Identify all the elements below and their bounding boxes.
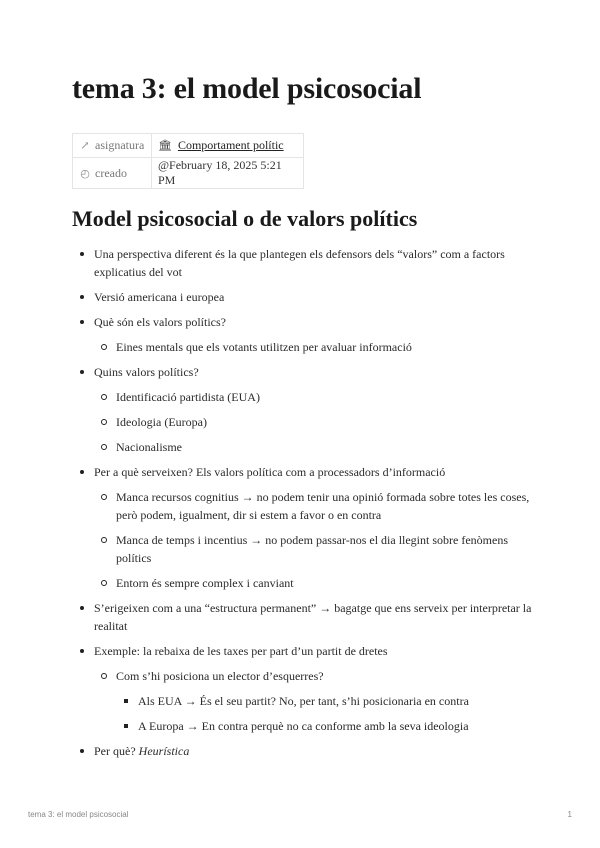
property-key-creado	[73, 158, 152, 189]
list-item: Per a què serveixen? Els valors política com a processadors d’informació Manca recursos cognitius → no podem tenir una opinió formada sobre totes les coses, però podem, igualment, dir si estem a favor o en contra Manca de temps i incentius → no podem passar-nos el dia llegint sobre fenòmens polítics Entorn és sempre complex i canviant	[72, 463, 532, 592]
page-title: tema 3: el model psicosocial	[72, 72, 422, 105]
sub-list-item: Com s’hi posiciona un elector d’esquerres? Als EUA → És el seu partit? No, per tant, s’hi posicionaria en contra A Europa → En contra perquè no ca conforme amb la seva ideologia	[94, 667, 532, 735]
emphasis-text: Heurística	[138, 744, 190, 758]
sub-list	[94, 388, 532, 456]
asignatura-link[interactable]: Comportament polític	[177, 138, 284, 152]
created-date: @February 18, 2025 5:21 PM	[158, 158, 282, 187]
notes-content	[72, 238, 532, 760]
list-item: Què són els valors polítics? Eines mentals que els votants utilitzen per avaluar informació	[72, 313, 532, 356]
section-heading: Model psicosocial o de valors polítics	[72, 206, 418, 231]
page-footer	[28, 810, 572, 819]
arrow-up-right-icon: ↗	[80, 140, 90, 152]
sub-sub-list-item: A Europa → En contra perquè no ca conforme amb la seva ideologia	[116, 717, 532, 735]
sub-list	[94, 488, 532, 592]
properties-table	[72, 133, 304, 189]
sub-sub-list-item: Als EUA → És el seu partit? No, per tant, s’hi posicionaria en contra	[116, 692, 532, 710]
property-value-creado	[152, 158, 304, 189]
property-value-asignatura	[152, 134, 304, 158]
property-key-label: creado	[95, 165, 127, 180]
sub-list	[94, 667, 532, 735]
list-item: Una perspectiva diferent és la que plantegen els defensors dels “valors” com a factors explicatius del vot	[72, 245, 532, 281]
bullet-list	[72, 245, 532, 760]
property-key-label: asignatura	[95, 138, 145, 152]
page-number: 1	[567, 810, 572, 819]
sub-list-item: Nacionalisme	[94, 438, 532, 456]
property-key-asignatura	[73, 134, 152, 158]
sub-list-item: Entorn és sempre complex i canviant	[94, 574, 532, 592]
list-item: Exemple: la rebaixa de les taxes per part d’un partit de dretes Com s’hi posiciona un elector d’esquerres? Als EUA → És el seu partit? No, per tant, s’hi posicionaria en contra A Europa → En contra perquè no ca conforme amb la seva ideologia	[72, 642, 532, 735]
list-item: Quins valors polítics? Identificació partidista (EUA) Ideologia (Europa) Nacionalisme	[72, 363, 532, 456]
footer-title: tema 3: el model psicosocial	[28, 810, 129, 819]
institution-icon: 🏛	[158, 140, 172, 152]
list-item: Per què? Heurística	[72, 742, 532, 760]
sub-list-item: Manca de temps i incentius → no podem passar-nos el dia llegint sobre fenòmens polítics	[94, 531, 532, 567]
sub-list-item: Ideologia (Europa)	[94, 413, 532, 431]
list-item: S’erigeixen com a una “estructura permanent” → bagatge que ens serveix per interpretar la realitat	[72, 599, 532, 635]
property-row-creado	[73, 158, 304, 189]
list-item: Versió americana i europea	[72, 288, 532, 306]
sub-list-item: Manca recursos cognitius → no podem tenir una opinió formada sobre totes les coses, però podem, igualment, dir si estem a favor o en contra	[94, 488, 532, 524]
sub-list	[94, 338, 532, 356]
property-row-asignatura	[73, 134, 304, 158]
sub-list-item: Identificació partidista (EUA)	[94, 388, 532, 406]
sub-sub-list	[116, 692, 532, 735]
sub-list-item: Eines mentals que els votants utilitzen per avaluar informació	[94, 338, 532, 356]
clock-icon: ◴	[80, 167, 90, 180]
